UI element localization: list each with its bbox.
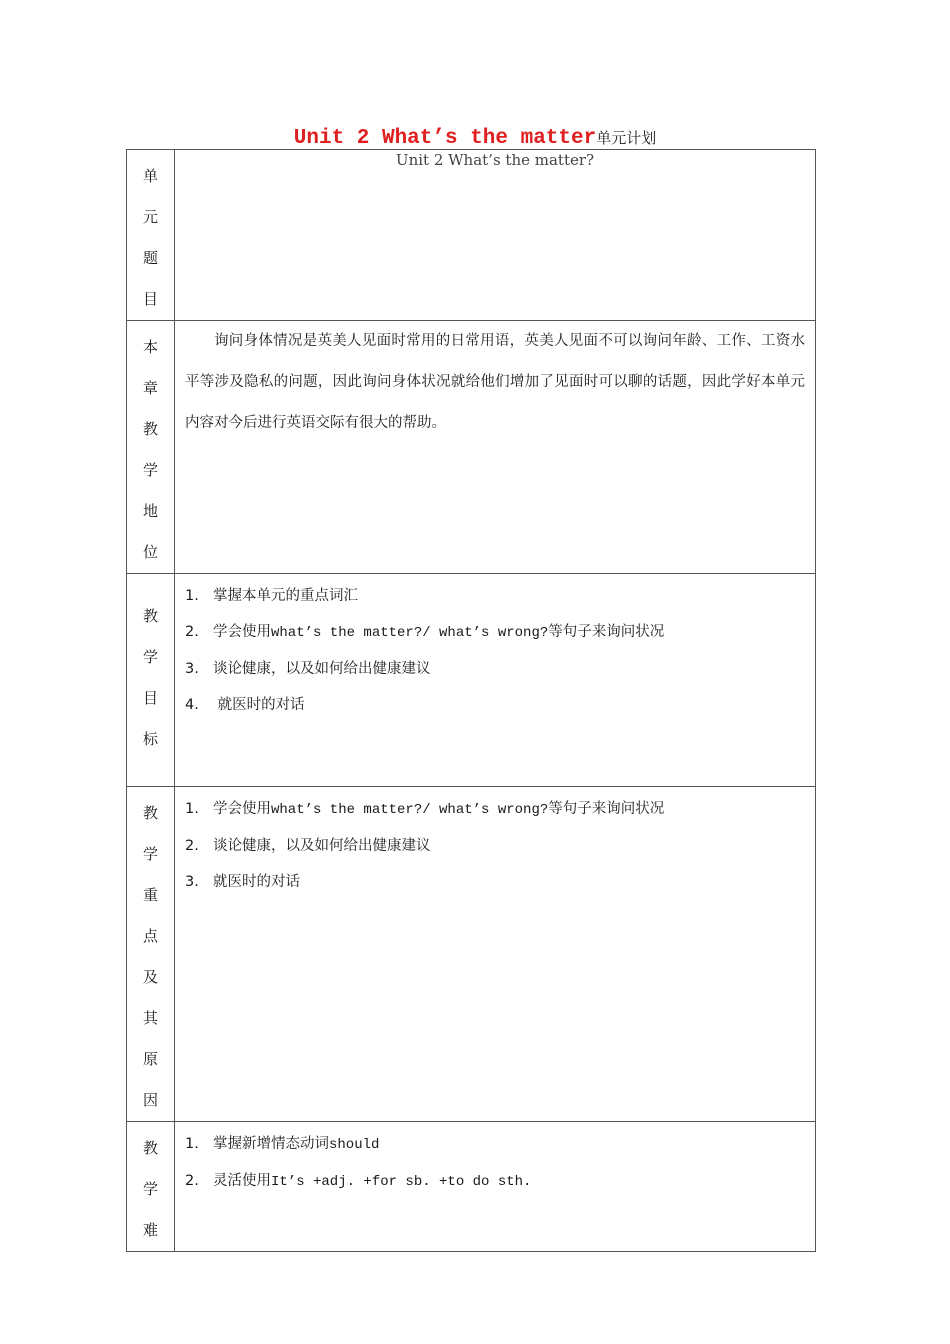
list-item: 2. 谈论健康，以及如何给出健康建议 [185, 838, 431, 854]
label-char: 地 [142, 502, 158, 520]
label-char: 及 [142, 968, 158, 986]
label-char: 标 [142, 730, 158, 748]
label-char: 位 [142, 543, 158, 561]
label-char: 教 [142, 804, 158, 822]
list-item: 3. 就医时的对话 [185, 874, 300, 890]
label-char: 元 [142, 208, 158, 226]
row-teaching-goals [127, 574, 816, 787]
row-label-key-points [127, 787, 175, 1122]
label-char: 教 [142, 420, 158, 438]
list-item: 2. 学会使用what’s the matter?/ what’s wrong?等句子来询问状况 [185, 624, 665, 641]
label-char: 难 [142, 1221, 158, 1239]
label-char: 重 [142, 886, 158, 904]
label-char: 教 [142, 1139, 158, 1157]
row-content-difficulties [175, 1122, 816, 1252]
label-char: 题 [142, 249, 158, 267]
list-item: 2. 灵活使用It’s +adj. +for sb. +to do sth. [185, 1173, 532, 1190]
row-label-unit-topic [127, 150, 175, 321]
list-item: 1. 学会使用what’s the matter?/ what’s wrong?等句子来询问状况 [185, 801, 665, 818]
label-char: 学 [142, 461, 158, 479]
row-label-difficulties [127, 1122, 175, 1252]
label-char: 学 [142, 845, 158, 863]
list-item: 4. 就医时的对话 [185, 697, 305, 713]
label-char: 学 [142, 648, 158, 666]
key-points-list [175, 787, 815, 900]
label-char: 目 [142, 689, 158, 707]
label-char: 其 [142, 1009, 158, 1027]
row-key-points [127, 787, 816, 1122]
position-paragraph: 询问身体情况是英美人见面时常用的日常用语，英美人见面不可以询问年龄、工作、工资水平等涉及隐私的问题，因此询问身体状况就给他们增加了见面时可以聊的话题，因此学好本单元内容对今后进行英语交际有很大的帮助。 [185, 333, 805, 431]
list-item: 3. 谈论健康，以及如何给出健康建议 [185, 661, 431, 677]
label-char: 本 [142, 338, 158, 356]
label-char: 学 [142, 1180, 158, 1198]
difficulties-list [175, 1122, 815, 1200]
row-content-unit-topic [175, 150, 816, 321]
label-char: 教 [142, 607, 158, 625]
row-label-teaching-goals [127, 574, 175, 787]
row-content-key-points [175, 787, 816, 1122]
label-char: 原 [142, 1050, 158, 1068]
goals-list [175, 574, 815, 723]
list-item: 1. 掌握新增情态动词should [185, 1136, 380, 1153]
row-difficulties [127, 1122, 816, 1252]
title-english: Unit 2 What’s the matter [293, 127, 597, 150]
label-char: 目 [142, 290, 158, 308]
label-char: 点 [142, 927, 158, 945]
row-unit-topic [127, 150, 816, 321]
list-item: 1. 掌握本单元的重点词汇 [185, 588, 358, 604]
label-char: 因 [142, 1091, 158, 1109]
unit-subtitle: Unit 2 What’s the matter? [395, 151, 595, 169]
row-content-teaching-goals [175, 574, 816, 787]
unit-plan-table [126, 149, 816, 1252]
title-chinese: 单元计划 [596, 129, 657, 147]
label-char: 章 [142, 379, 158, 397]
row-label-chapter-position [127, 321, 175, 574]
row-chapter-position [127, 321, 816, 574]
row-content-chapter-position [175, 321, 816, 574]
label-char: 单 [142, 167, 158, 185]
